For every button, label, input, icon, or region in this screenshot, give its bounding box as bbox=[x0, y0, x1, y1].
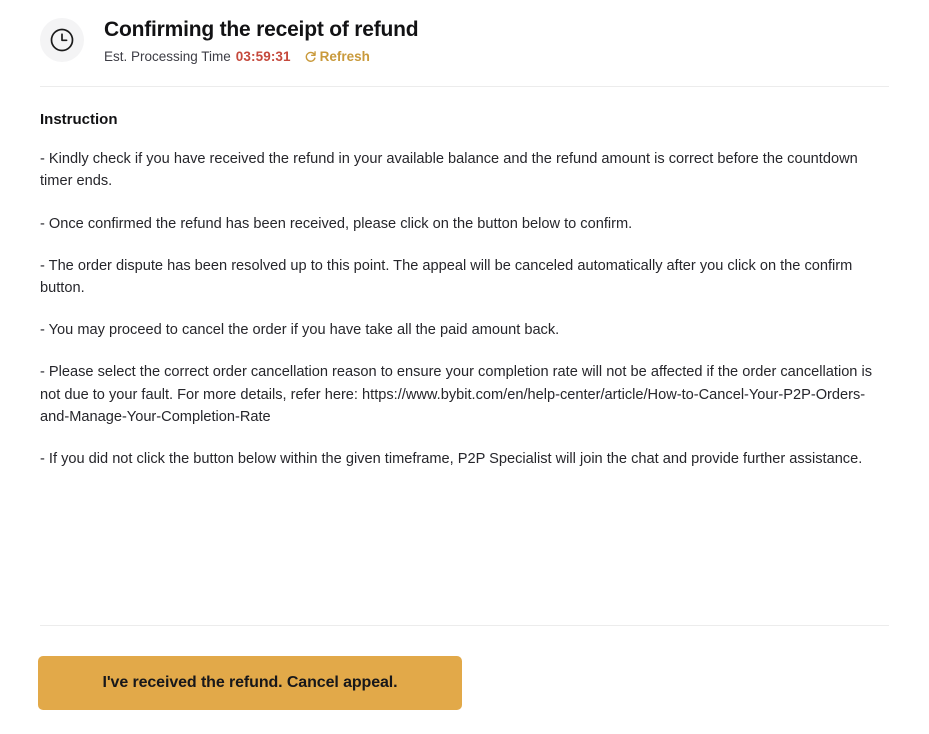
header-text-block bbox=[104, 14, 418, 64]
countdown-timer: 03:59:31 bbox=[235, 49, 291, 65]
instruction-item: - Once confirmed the refund has been received, please click on the button below to confirm. bbox=[40, 215, 633, 232]
panel-header bbox=[0, 0, 929, 64]
instruction-item: - The order dispute has been resolved up to this point. The appeal will be canceled automatically after you click on the confirm button. bbox=[40, 257, 853, 296]
instruction-item: - Please select the correct order cancellation reason to ensure your completion rate will not be affected if the order cancellation is not due to your fault. For more details, refer here: https://www.bybit.com/en/help-center/article/How-to-Cancel-Your-P2P-Orders-and-Manage-Your-Completion-Rate bbox=[40, 364, 873, 425]
processing-time-line bbox=[104, 49, 418, 64]
instruction-heading: Instruction bbox=[40, 111, 118, 129]
refresh-button[interactable] bbox=[304, 49, 370, 64]
confirm-refund-received-button[interactable]: I've received the refund. Cancel appeal. bbox=[38, 656, 462, 710]
footer-divider bbox=[40, 625, 889, 626]
instruction-item: - If you did not click the button below within the given timeframe, P2P Specialist will join the chat and provide further assistance. bbox=[40, 450, 863, 467]
page-title: Confirming the receipt of refund bbox=[104, 18, 419, 41]
instruction-item: - You may proceed to cancel the order if you have take all the paid amount back. bbox=[40, 322, 560, 339]
refresh-label: Refresh bbox=[319, 49, 370, 65]
est-processing-label: Est. Processing Time bbox=[104, 49, 231, 65]
refresh-icon bbox=[304, 50, 317, 63]
instruction-section bbox=[0, 87, 929, 470]
instruction-item: - Kindly check if you have received the refund in your available balance and the refund amount is correct before the countdown timer ends. bbox=[40, 151, 858, 190]
clock-icon bbox=[40, 18, 84, 62]
